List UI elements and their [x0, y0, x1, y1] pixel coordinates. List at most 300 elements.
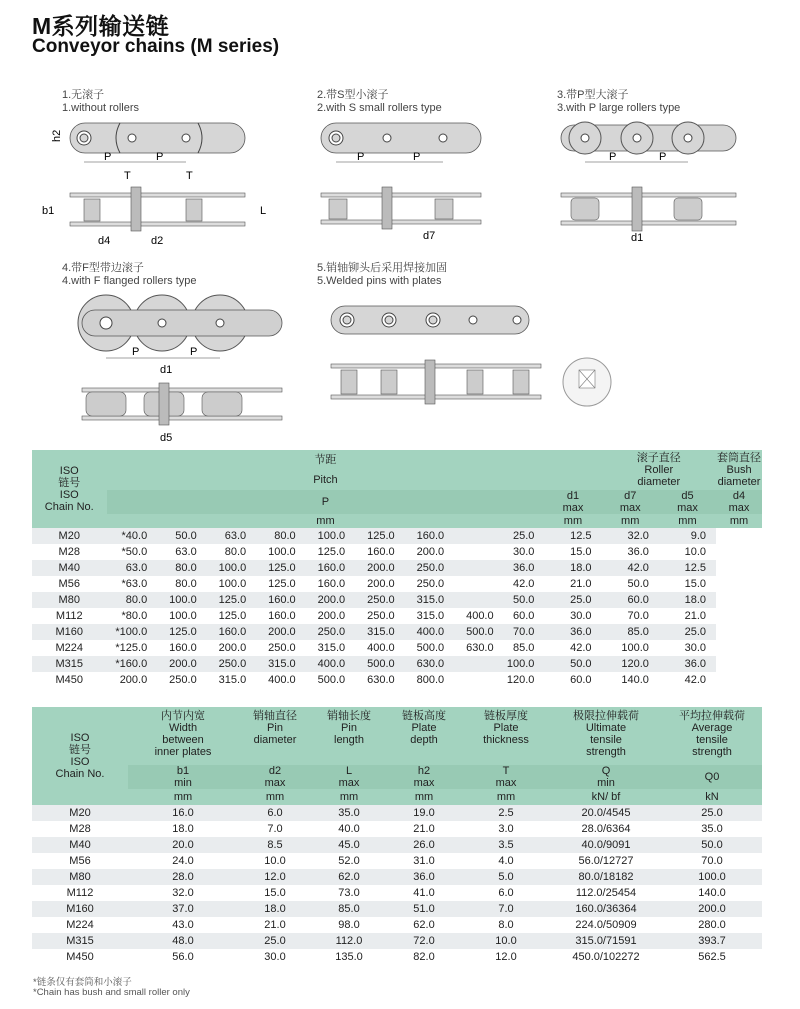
table-row: [32, 917, 762, 933]
pitch-cell: 200.0: [302, 608, 351, 624]
value-cell: 8.0: [462, 917, 550, 933]
d7-cell: 21.0: [544, 576, 601, 592]
table-row: [32, 592, 762, 608]
pitch-cell: 315.0: [302, 640, 351, 656]
table-row: [32, 837, 762, 853]
dim-label: d4: [98, 235, 111, 247]
iso-chain-no: M160: [32, 624, 107, 640]
table-row: [32, 608, 762, 624]
column-symbol: T max: [462, 765, 550, 789]
d7-cell: 18.0: [544, 560, 601, 576]
pitch-cell: 630.0: [351, 672, 400, 688]
value-cell: 6.0: [238, 805, 312, 821]
d5-cell: 60.0: [602, 592, 659, 608]
pitch-cell: 315.0: [401, 608, 450, 624]
d4-cell: 15.0: [659, 576, 716, 592]
pitch-cell: 125.0: [252, 576, 301, 592]
table-row: [32, 949, 762, 965]
pitch-cell: *125.0: [107, 640, 154, 656]
iso-chain-no: M315: [32, 933, 128, 949]
iso-chain-no: M160: [32, 901, 128, 917]
d4-cell: 36.0: [659, 656, 716, 672]
d1-cell: 42.0: [500, 576, 545, 592]
d7-cell: 30.0: [544, 608, 601, 624]
pitch-cell: 400.0: [351, 640, 400, 656]
value-cell: 35.0: [662, 821, 762, 837]
table-row: [32, 821, 762, 837]
pitch-cell: 400.0: [302, 656, 351, 672]
value-cell: 41.0: [386, 885, 462, 901]
pitch-cell: 100.0: [203, 576, 252, 592]
iso-chain-no: M112: [32, 608, 107, 624]
value-cell: 2.5: [462, 805, 550, 821]
value-cell: 15.0: [238, 885, 312, 901]
d5-cell: 120.0: [602, 656, 659, 672]
diagram-caption-cn: 2.带S型小滚子: [317, 89, 389, 101]
pitch-cell: 125.0: [252, 560, 301, 576]
pitch-cell: 200.0: [107, 672, 154, 688]
d1-cell: 30.0: [500, 544, 545, 560]
bush-header: 套筒直径 Bush diameter: [717, 452, 762, 488]
table-row: [32, 933, 762, 949]
column-header: 极限拉伸载荷 Ultimate tensile strength: [550, 707, 662, 765]
d1-cell: 70.0: [500, 624, 545, 640]
diagram-caption-cn: 1.无滚子: [62, 89, 105, 101]
dim-label: d7: [423, 230, 436, 242]
pitch-cell: 400.0: [252, 672, 301, 688]
d4-cell: 9.0: [659, 528, 716, 544]
value-cell: 28.0/6364: [550, 821, 662, 837]
value-cell: 25.0: [662, 805, 762, 821]
chain-drawing: [317, 292, 627, 422]
pitch-cell: 630.0: [401, 656, 450, 672]
iso-chain-no: M450: [32, 672, 107, 688]
d4-cell: 21.0: [659, 608, 716, 624]
d4-cell: 10.0: [659, 544, 716, 560]
table-row: [32, 853, 762, 869]
pitch-cell: *40.0: [107, 528, 154, 544]
d4-cell: 42.0: [659, 672, 716, 688]
value-cell: 85.0: [312, 901, 386, 917]
chain-drawing: [62, 288, 292, 443]
table-row: [32, 805, 762, 821]
pitch-cell: 250.0: [351, 608, 400, 624]
dim-label: d1: [160, 364, 173, 376]
value-cell: 112.0/25454: [550, 885, 662, 901]
column-header: 平均拉伸载荷 Average tensile strength: [662, 707, 762, 765]
value-cell: 80.0/18182: [550, 869, 662, 885]
pitch-cell: 80.0: [107, 592, 154, 608]
table-row: [32, 901, 762, 917]
dim-label: d1: [631, 232, 644, 244]
diagram-f-flanged-rollers: [62, 262, 198, 443]
pitch-cell: 100.0: [153, 608, 202, 624]
value-cell: 140.0: [662, 885, 762, 901]
iso-chain-no: M80: [32, 592, 107, 608]
pitch-cell: 63.0: [203, 528, 252, 544]
pitch-cell: 250.0: [203, 656, 252, 672]
pitch-cell: 50.0: [153, 528, 202, 544]
iso-chain-no: M28: [32, 544, 107, 560]
iso-header: ISO 链号 ISO Chain No.: [32, 707, 128, 805]
pitch-cell: *160.0: [107, 656, 154, 672]
value-cell: 73.0: [312, 885, 386, 901]
d5-cell: 100.0: [602, 640, 659, 656]
pitch-cell: 250.0: [401, 576, 450, 592]
value-cell: 3.0: [462, 821, 550, 837]
d5-cell: 36.0: [602, 544, 659, 560]
dim-label: P: [659, 151, 667, 163]
column-symbol: d2 max: [238, 765, 312, 789]
value-cell: 10.0: [462, 933, 550, 949]
diagram-caption-en: 1.without rollers: [62, 102, 140, 114]
pitch-cell: 125.0: [203, 608, 252, 624]
column-unit: kN/ bf: [550, 789, 662, 805]
value-cell: 393.7: [662, 933, 762, 949]
value-cell: 20.0/4545: [550, 805, 662, 821]
footnote-en: *Chain has bush and small roller only: [33, 987, 190, 998]
diagram-welded-pins: [317, 262, 447, 288]
d7-cell: 15.0: [544, 544, 601, 560]
d1-cell: 50.0: [500, 592, 545, 608]
pitch-cell: 160.0: [302, 576, 351, 592]
table-row: [32, 885, 762, 901]
value-cell: 56.0/12727: [550, 853, 662, 869]
pitch-cell: 250.0: [401, 560, 450, 576]
d4-cell: 18.0: [659, 592, 716, 608]
value-cell: 8.5: [238, 837, 312, 853]
diagram-s-small-rollers: [317, 89, 442, 242]
column-symbol: Q min: [550, 765, 662, 789]
value-cell: 70.0: [662, 853, 762, 869]
value-cell: 160.0/36364: [550, 901, 662, 917]
pitch-cell: 500.0: [450, 624, 499, 640]
value-cell: 7.0: [238, 821, 312, 837]
d1-cell: 60.0: [500, 608, 545, 624]
d7-cell: 25.0: [544, 592, 601, 608]
pitch-cell: 160.0: [351, 544, 400, 560]
pitch-symbol: P: [107, 490, 545, 514]
pitch-cell: 250.0: [252, 640, 301, 656]
roller-header: 滚子直径 Roller diameter: [602, 450, 717, 490]
pitch-cell: 250.0: [351, 592, 400, 608]
value-cell: 200.0: [662, 901, 762, 917]
d7-cell: 60.0: [544, 672, 601, 688]
iso-chain-no: M80: [32, 869, 128, 885]
column-header: 销轴长度 Pin length: [312, 707, 386, 765]
iso-chain-no: M20: [32, 528, 107, 544]
value-cell: 35.0: [312, 805, 386, 821]
pitch-cell: 100.0: [252, 544, 301, 560]
column-unit: mm: [128, 789, 238, 805]
d7-cell: 42.0: [544, 640, 601, 656]
dim-label: P: [357, 151, 365, 163]
value-cell: 52.0: [312, 853, 386, 869]
pitch-unit: mm: [107, 514, 545, 528]
pitch-cell: 160.0: [302, 560, 351, 576]
value-cell: 18.0: [128, 821, 238, 837]
d1-cell: 85.0: [500, 640, 545, 656]
pitch-cell: 80.0: [252, 528, 301, 544]
column-unit: mm: [238, 789, 312, 805]
pitch-cell: 125.0: [351, 528, 400, 544]
pitch-cell: [450, 656, 499, 672]
pitch-cell: 63.0: [107, 560, 154, 576]
pitch-cell: *63.0: [107, 576, 154, 592]
pitch-cell: 160.0: [401, 528, 450, 544]
iso-chain-no: M224: [32, 640, 107, 656]
pitch-cell: 200.0: [153, 656, 202, 672]
pitch-cell: 200.0: [203, 640, 252, 656]
value-cell: 56.0: [128, 949, 238, 965]
value-cell: 36.0: [386, 869, 462, 885]
column-symbol: h2 max: [386, 765, 462, 789]
dim-label: P: [190, 346, 198, 358]
dim-label: b1: [42, 205, 55, 217]
pitch-cell: 125.0: [302, 544, 351, 560]
column-unit: kN: [662, 789, 762, 805]
pitch-cell: [450, 560, 499, 576]
pitch-cell: *100.0: [107, 624, 154, 640]
value-cell: 26.0: [386, 837, 462, 853]
pitch-cell: 200.0: [401, 544, 450, 560]
dim-label: h2: [51, 129, 63, 142]
pitch-cell: 315.0: [252, 656, 301, 672]
value-cell: 16.0: [128, 805, 238, 821]
diagram-without-rollers: [42, 89, 267, 247]
value-cell: 45.0: [312, 837, 386, 853]
value-cell: 12.0: [238, 869, 312, 885]
value-cell: 12.0: [462, 949, 550, 965]
value-cell: 6.0: [462, 885, 550, 901]
diagram-caption-en: 5.Welded pins with plates: [317, 275, 442, 287]
iso-chain-no: M224: [32, 917, 128, 933]
value-cell: 224.0/50909: [550, 917, 662, 933]
dim-label: P: [132, 346, 140, 358]
d5-cell: 140.0: [602, 672, 659, 688]
pitch-cell: 400.0: [450, 608, 499, 624]
value-cell: 21.0: [386, 821, 462, 837]
pitch-cell: [450, 544, 499, 560]
dim-label: P: [609, 151, 617, 163]
pitch-cell: 100.0: [153, 592, 202, 608]
diagram-caption-en: 4.with F flanged rollers type: [62, 275, 197, 287]
pitch-cell: *50.0: [107, 544, 154, 560]
pitch-cell: 125.0: [203, 592, 252, 608]
table-row: [32, 576, 762, 592]
pitch-cell: [450, 592, 499, 608]
pitch-header-cn: 节距: [107, 450, 545, 470]
d1-cell: 100.0: [500, 656, 545, 672]
dim-label: P: [413, 151, 421, 163]
d5-cell: 85.0: [602, 624, 659, 640]
value-cell: 48.0: [128, 933, 238, 949]
value-cell: 28.0: [128, 869, 238, 885]
d4-cell: 12.5: [659, 560, 716, 576]
chain-drawing: [317, 117, 517, 242]
dim-label: d2: [151, 235, 164, 247]
diagram-p-large-rollers: [557, 89, 681, 244]
pitch-cell: 80.0: [153, 576, 202, 592]
column-header: 链板厚度 Plate thickness: [462, 707, 550, 765]
iso-chain-no: M20: [32, 805, 128, 821]
chain-drawing: [36, 117, 276, 252]
column-header: 销轴直径 Pin diameter: [238, 707, 312, 765]
d5-cell: 70.0: [602, 608, 659, 624]
pitch-cell: 500.0: [351, 656, 400, 672]
pitch-cell: 500.0: [401, 640, 450, 656]
footnote-cn: *链条仅有套筒和小滚子: [33, 977, 132, 988]
pitch-cell: 125.0: [153, 624, 202, 640]
iso-chain-no: M28: [32, 821, 128, 837]
pitch-cell: [450, 672, 499, 688]
value-cell: 25.0: [238, 933, 312, 949]
dim-label: P: [156, 151, 164, 163]
diagram-caption-cn: 3.带P型大滚子: [557, 89, 629, 101]
value-cell: 450.0/102272: [550, 949, 662, 965]
value-cell: 40.0/9091: [550, 837, 662, 853]
iso-chain-no: M315: [32, 656, 107, 672]
d7-cell: 50.0: [544, 656, 601, 672]
table-row: [32, 560, 762, 576]
column-unit: mm: [462, 789, 550, 805]
value-cell: 5.0: [462, 869, 550, 885]
value-cell: 62.0: [312, 869, 386, 885]
pitch-cell: [450, 576, 499, 592]
value-cell: 37.0: [128, 901, 238, 917]
pitch-cell: 200.0: [302, 592, 351, 608]
value-cell: 98.0: [312, 917, 386, 933]
value-cell: 7.0: [462, 901, 550, 917]
diagram-caption-cn: 4.带F型带边滚子: [62, 262, 144, 274]
diagram-caption-cn: 5.销轴铆头后采用焊接加固: [317, 262, 448, 274]
pitch-cell: 80.0: [153, 560, 202, 576]
table-row: [32, 544, 762, 560]
value-cell: 4.0: [462, 853, 550, 869]
iso-header: ISO 链号 ISO Chain No.: [32, 450, 107, 528]
pitch-cell: 250.0: [302, 624, 351, 640]
pitch-cell: 200.0: [351, 560, 400, 576]
table-row: [32, 656, 762, 672]
iso-chain-no: M450: [32, 949, 128, 965]
page-title-cn: M系列输送链: [32, 13, 170, 39]
pitch-cell: 160.0: [203, 624, 252, 640]
pitch-cell: 160.0: [153, 640, 202, 656]
column-header: 内节内宽 Width between inner plates: [128, 707, 238, 765]
table-row: [32, 672, 762, 688]
pitch-cell: 315.0: [203, 672, 252, 688]
table-row: [32, 640, 762, 656]
value-cell: 315.0/71591: [550, 933, 662, 949]
pitch-header-en: Pitch: [107, 470, 545, 490]
value-cell: 10.0: [238, 853, 312, 869]
dim-label: T: [124, 170, 131, 182]
pitch-cell: 160.0: [252, 592, 301, 608]
value-cell: 62.0: [386, 917, 462, 933]
pitch-cell: 500.0: [302, 672, 351, 688]
value-cell: 280.0: [662, 917, 762, 933]
value-cell: 112.0: [312, 933, 386, 949]
d4-cell: 30.0: [659, 640, 716, 656]
value-cell: 24.0: [128, 853, 238, 869]
diagram-caption-en: 3.with P large rollers type: [557, 102, 681, 114]
pitch-cell: 100.0: [203, 560, 252, 576]
value-cell: 82.0: [386, 949, 462, 965]
d5-cell: 50.0: [602, 576, 659, 592]
d1-cell: 120.0: [500, 672, 545, 688]
table-row: [32, 528, 762, 544]
pitch-cell: *80.0: [107, 608, 154, 624]
pitch-cell: 63.0: [153, 544, 202, 560]
value-cell: 50.0: [662, 837, 762, 853]
pitch-cell: [450, 528, 499, 544]
value-cell: 31.0: [386, 853, 462, 869]
d7-cell: 12.5: [544, 528, 601, 544]
d7-cell: 36.0: [544, 624, 601, 640]
value-cell: 43.0: [128, 917, 238, 933]
value-cell: 3.5: [462, 837, 550, 853]
d5-cell: 32.0: [602, 528, 659, 544]
dim-label: d5: [160, 432, 173, 443]
dim-label: T: [186, 170, 193, 182]
value-cell: 32.0: [128, 885, 238, 901]
column-unit: mm: [312, 789, 386, 805]
iso-chain-no: M112: [32, 885, 128, 901]
value-cell: 72.0: [386, 933, 462, 949]
column-unit: mm: [386, 789, 462, 805]
value-cell: 40.0: [312, 821, 386, 837]
table-row: [32, 624, 762, 640]
page-title-en: Conveyor chains (M series): [32, 36, 280, 57]
value-cell: 100.0: [662, 869, 762, 885]
d4-cell: 25.0: [659, 624, 716, 640]
pitch-cell: 630.0: [450, 640, 499, 656]
pitch-cell: 200.0: [351, 576, 400, 592]
value-cell: 21.0: [238, 917, 312, 933]
dim-label: P: [104, 151, 112, 163]
column-symbol: L max: [312, 765, 386, 789]
pitch-cell: 100.0: [302, 528, 351, 544]
iso-chain-no: M40: [32, 560, 107, 576]
pitch-cell: 160.0: [252, 608, 301, 624]
value-cell: 562.5: [662, 949, 762, 965]
chain-drawing: [557, 117, 757, 247]
d5-cell: 42.0: [602, 560, 659, 576]
value-cell: 51.0: [386, 901, 462, 917]
column-symbol: Q0: [662, 765, 762, 789]
pitch-cell: 800.0: [401, 672, 450, 688]
d1-cell: 36.0: [500, 560, 545, 576]
iso-chain-no: M56: [32, 576, 107, 592]
value-cell: 18.0: [238, 901, 312, 917]
d1-cell: 25.0: [500, 528, 545, 544]
iso-chain-no: M40: [32, 837, 128, 853]
iso-chain-no: M56: [32, 853, 128, 869]
column-header: 链板高度 Plate depth: [386, 707, 462, 765]
column-symbol: b1 min: [128, 765, 238, 789]
value-cell: 30.0: [238, 949, 312, 965]
pitch-cell: 200.0: [252, 624, 301, 640]
pitch-cell: 80.0: [203, 544, 252, 560]
value-cell: 19.0: [386, 805, 462, 821]
pitch-cell: 250.0: [153, 672, 202, 688]
value-cell: 135.0: [312, 949, 386, 965]
pitch-diameter-table: ISO 链号 ISO Chain No. 节距 滚子直径 Roller diameter 套筒直径 Bush diameter Pitch P d1 max d7 max d5 max d4 max mm mm mm mm mm M20 *40.0 50.0 63.0 80.0 100.0 125.0 160.0 25.0 12.5 32.0 9.0 M28 *50.0 63.0 80.0 100.0 125.0 160.0 200.0 30.0 15.0 36.0 10.0 M40 63.0 80.0 100.0 125.0 160.0 200.0 250.0 36.0 18.0 42.0 12.5 M56 *63.0 80.0 100.0 125.0 160.0 200.0 250.0 42.0 21.0 50.0 15.0 M80 80.0 100.0 125.0 160.0 200.0 250.0 315.0 50.0 25.0 60.0 18.0 M112 *80.0 100.0 125.0 160.0 200.0 250.0 315.0 400.0 60.0 30.0 70.0 21.0 M160 *100.0 125.0 160.0 200.0 250.0 315.0 400.0 500.0 70.0 36.0 85.0 25.0 M224 *125.0 160.0 200.0 250.0 315.0 400.0 500.0 630.0 85.0 42.0 100.0 30.0 M315 *160.0 200.0 250.0 315.0 400.0 500.0 630.0 100.0 50.0 120.0 36.0 M450 200.0 250.0 315.0 400.0 500.0 630.0 800.0 120.0 60.0 140.0 42.0: [32, 450, 762, 688]
diagram-caption-en: 2.with S small rollers type: [317, 102, 442, 114]
table-row: [32, 869, 762, 885]
dim-label: L: [260, 205, 267, 217]
pitch-cell: 315.0: [401, 592, 450, 608]
